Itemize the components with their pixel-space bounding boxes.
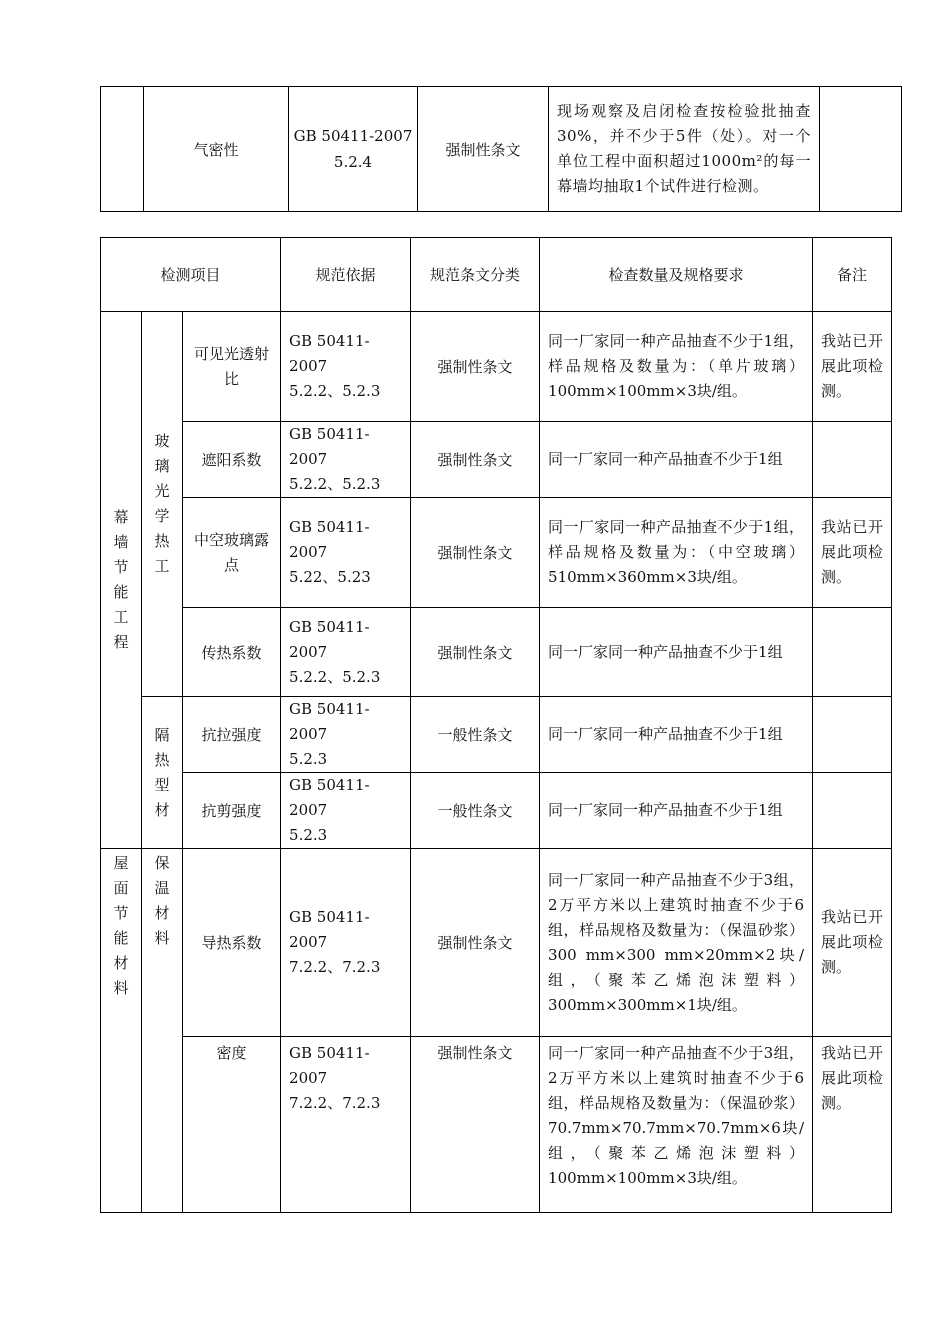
table-row [101, 773, 892, 849]
basis-line: GB 50411-2007 [289, 332, 370, 375]
group-insulation-material [142, 849, 183, 1213]
header-basis [281, 238, 411, 312]
requirement-text: 同一厂家同一种产品抽查不少于3组，2万平方米以上建筑时抽查不少于6组，样品规格及数量为：（保温砂浆）70.7mm×70.7mm×70.7mm×6块/组，（聚苯乙烯泡沫塑料）100mm×100mm×3块/组。 [548, 1044, 805, 1187]
requirement-text: 同一厂家同一种产品抽查不少于1组，样品规格及数量为：（中空玻璃）510mm×360mm×3块/组。 [548, 518, 805, 586]
basis-line: 5.2.3 [289, 826, 328, 844]
remark-cell [813, 422, 892, 498]
category-label: 强制性条文 [437, 643, 513, 662]
basis-line: GB 50411-2007 [289, 908, 370, 951]
category-label: 强制性条文 [437, 358, 513, 376]
category-label: 一般性条文 [437, 726, 513, 744]
requirement-text: 同一厂家同一种产品抽查不少于1组 [548, 725, 783, 743]
category-label: 强制性条文 [437, 1044, 513, 1062]
category-label: 强制性条文 [437, 544, 513, 562]
group-roof [101, 849, 142, 1213]
header-label: 检测项目 [160, 266, 221, 284]
remark-cell [813, 608, 892, 697]
item-label: 传热系数 [201, 643, 262, 662]
item-cell [183, 697, 281, 773]
requirement-cell [540, 849, 813, 1037]
header-label: 规范依据 [315, 266, 376, 284]
group-glass-optical [142, 312, 183, 697]
requirement-cell [540, 312, 813, 422]
requirement-text: 同一厂家同一种产品抽查不少于1组 [548, 450, 783, 468]
basis-cell [281, 312, 411, 422]
remark-text [813, 731, 891, 739]
requirement-text: 同一厂家同一种产品抽查不少于1组 [548, 801, 783, 819]
item-cell [183, 608, 281, 697]
empty-cell [101, 87, 144, 212]
category-label: 强制性条文 [437, 934, 513, 952]
basis-line: 7.2.2、7.2.3 [289, 958, 381, 976]
remark-text: 我站已开展此项检测。 [821, 908, 884, 976]
category-cell [411, 498, 540, 608]
remark-text [813, 648, 891, 656]
table-row [101, 498, 892, 608]
basis-line: 7.2.2、7.2.3 [289, 1094, 381, 1112]
basis-cell [281, 498, 411, 608]
item-cell [183, 498, 281, 608]
requirement-text: 现场观察及启闭检查按检验批抽查30%，并不少于5件（处）。对一个单位工程中面积超过1000m²的每一幕墙均抽取1个试件进行检测。 [557, 102, 811, 195]
group-curtain-wall [101, 312, 142, 849]
category-cell [411, 1037, 540, 1213]
table-row [101, 422, 892, 498]
category-cell [411, 849, 540, 1037]
category-cell [411, 773, 540, 849]
remark-text: 我站已开展此项检测。 [821, 1044, 884, 1112]
basis-cell [281, 1037, 411, 1213]
requirement-cell [540, 422, 813, 498]
testing-items-table [100, 237, 892, 1213]
remark-cell [820, 87, 902, 212]
airtightness-table [100, 86, 902, 212]
basis-cell [281, 608, 411, 697]
basis-line: GB 50411-2007 [289, 700, 370, 743]
basis-line: 5.2.2、5.2.3 [289, 667, 381, 686]
category-label: 强制性条文 [445, 140, 521, 159]
header-row [101, 238, 892, 312]
remark-cell [813, 697, 892, 773]
basis-line: 5.2.2、5.2.3 [289, 382, 381, 400]
group-label: 隔热型材 [154, 725, 170, 819]
item-label: 抗拉强度 [201, 726, 262, 744]
table-row [101, 697, 892, 773]
remark-cell [813, 498, 892, 608]
category-label: 强制性条文 [437, 451, 513, 469]
group-label: 玻璃光学热工 [154, 432, 170, 575]
remark-text [813, 456, 891, 464]
item-cell [183, 849, 281, 1037]
remark-text [813, 807, 891, 815]
basis-cell [281, 422, 411, 498]
header-label: 备注 [837, 266, 868, 284]
table-row [101, 1037, 892, 1213]
header-label: 检查数量及规格要求 [608, 266, 744, 284]
requirement-cell [540, 608, 813, 697]
item-cell [144, 87, 289, 212]
category-cell [411, 422, 540, 498]
group-insulation-profile [142, 697, 183, 849]
header-requirement [540, 238, 813, 312]
table-row [101, 312, 892, 422]
requirement-cell [540, 697, 813, 773]
category-label: 一般性条文 [437, 802, 513, 820]
remark-cell [813, 773, 892, 849]
remark-cell [813, 1037, 892, 1213]
requirement-text: 同一厂家同一种产品抽查不少于1组 [548, 642, 783, 661]
table-row [101, 608, 892, 697]
basis-line: GB 50411-2007 [293, 127, 413, 145]
item-label: 导热系数 [201, 934, 262, 952]
basis-cell [289, 87, 418, 212]
item-cell [183, 422, 281, 498]
item-label: 密度 [216, 1044, 247, 1062]
item-label: 可见光透射比 [194, 344, 270, 388]
category-cell [411, 608, 540, 697]
item-label: 气密性 [193, 140, 239, 159]
item-cell [183, 773, 281, 849]
basis-line: 5.22、5.23 [289, 568, 371, 586]
header-label: 规范条文分类 [430, 266, 521, 284]
remark-text: 我站已开展此项检测。 [821, 518, 884, 586]
header-category [411, 238, 540, 312]
item-cell [183, 312, 281, 422]
category-cell [411, 312, 540, 422]
basis-cell [281, 697, 411, 773]
basis-line: GB 50411-2007 [289, 425, 370, 468]
basis-line: GB 50411-2007 [289, 518, 370, 561]
requirement-cell [540, 498, 813, 608]
remark-cell [813, 849, 892, 1037]
basis-line: 5.2.4 [333, 153, 373, 171]
group-label: 保温材料 [154, 854, 170, 947]
basis-line: GB 50411-2007 [289, 617, 370, 661]
requirement-cell [549, 87, 820, 212]
category-cell [418, 87, 549, 212]
item-label: 抗剪强度 [201, 802, 262, 820]
basis-line: 5.2.3 [289, 750, 328, 768]
requirement-text: 同一厂家同一种产品抽查不少于1组，样品规格及数量为：（单片玻璃）100mm×100mm×3块/组。 [548, 332, 805, 400]
group-label: 幕墙节能工程 [113, 508, 129, 651]
header-remark [813, 238, 892, 312]
item-cell [183, 1037, 281, 1213]
header-item [101, 238, 281, 312]
item-label: 遮阳系数 [201, 451, 262, 469]
basis-line: GB 50411-2007 [289, 1044, 370, 1087]
basis-cell [281, 773, 411, 849]
item-label: 中空玻璃露点 [194, 530, 270, 574]
remark-cell [813, 312, 892, 422]
requirement-cell [540, 1037, 813, 1213]
requirement-cell [540, 773, 813, 849]
basis-line: GB 50411-2007 [289, 776, 370, 819]
basis-line: 5.2.2、5.2.3 [289, 475, 381, 493]
requirement-text: 同一厂家同一种产品抽查不少于3组，2万平方米以上建筑时抽查不少于6组，样品规格及数量为：（保温砂浆）300 mm×300 mm×20mm×2块/组，（聚苯乙烯泡沫塑料）300mm×300mm×1块/组。 [548, 870, 805, 1014]
table-row [101, 87, 902, 212]
table-row [101, 849, 892, 1037]
remark-text: 我站已开展此项检测。 [821, 332, 884, 400]
category-cell [411, 697, 540, 773]
basis-cell [281, 849, 411, 1037]
group-label: 屋面节能材料 [113, 854, 129, 997]
